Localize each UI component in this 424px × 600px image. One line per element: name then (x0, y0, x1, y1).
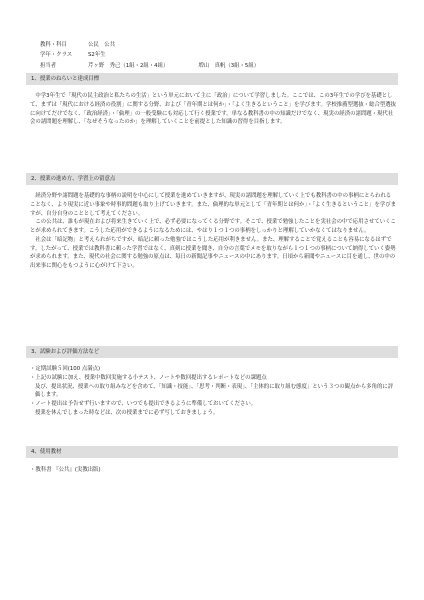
teacher-label: 担当者 (40, 62, 57, 69)
section-2-paragraph-2: この公共は、誰もが現在および将来生きていく上で、必ず必要になってくる分野です。そこで、授業で勉強したことを実社会の中で応用させていくことが求められてきます。こうした応用ができるようになるためには、やはり１つ１つの事柄をしっかりと理解していかなくてはなりません。 (30, 219, 396, 234)
absence-note: 授業を休んでしまった時などは、次の授業までに必ず写しておきましょう。 (35, 409, 219, 416)
course-meta (40, 40, 400, 72)
section-1-body (30, 92, 396, 127)
textbook-item: ・教科書 『公共』(実教出版) (30, 467, 101, 473)
class-label: 学年・クラス (40, 52, 73, 59)
section-1-heading: 1、授業のねらいと達成目標 (26, 73, 398, 85)
class-value: S2年生 (88, 52, 106, 59)
section-2-body (30, 192, 396, 271)
teacher-value-2: 増山 真帆（3組・5組） (198, 62, 260, 69)
exam-item: ・定期試験５回(100 点満点) (30, 366, 101, 372)
subject-value: 公民 公共 (88, 41, 115, 48)
section-3-heading: 3、試験および評価方法など (26, 346, 398, 358)
section-4-heading: 4、使用教材 (26, 446, 398, 458)
evaluation-item: 及び、提出状況、授業への取り組みなどを含めて、「知識・技能」、「思考・判断・表現」、「主体的に取り組む態度」という３つの観点から多角的に評価します。 (35, 383, 394, 399)
subject-row (40, 40, 400, 51)
section-4-body (30, 466, 396, 475)
class-row (40, 51, 400, 62)
section-2-heading: 2、授業の進め方、学習上の留意点 (26, 173, 398, 185)
teacher-value: 芹ヶ野 秀己（1組・2組・4組） (88, 62, 169, 69)
section-2-paragraph-3: 社会は「暗記物」と考えられがちですが、暗記に頼った勉強ではこうした応用が利きません。また、理解することで覚えることも容易になるはずです。したがって、授業では教科書に頼った学習ではなく、真剣に授業を聞き、自分の言葉でメモを取りながら１つ１つの事柄について納得していく姿勢が求められます。また、現代の社会に関する勉強の原点は、毎日の新聞記事やニュースの中にあります。日頃から新聞やニュースに目を通し、世の中の出来事に関心をもつように心がけて下さい。 (30, 236, 396, 269)
section-1-paragraph: 中学3年生で「現代の民主政治と私たちの生活」という単元において主に「政治」について学習しました。ここでは、この3年生での学びを基礎として、まずは「現代における経済の役割」に関する分野、および「青年期とは何か」・「よく生きるということ」を学びます。学校推薦型選抜・総合型選抜に向けてだけでなく、「政治経済」・「倫理」の一般受験にも対応して行く授業です。単なる教科書の中の知識だけでなく、現実の経済の諸問題・現代社会の諸問題を理解し、「なぜそうなったのか」を理解していくことを前提とした知識の習得を目指します。 (30, 93, 397, 126)
notebook-item: ・ノート提出は予告せず行いますので、いつでも提出できるように準備しておいてください。 (30, 401, 257, 407)
section-2-paragraph-1: 経済分野や諸問題を基礎的な事柄の説明を中心にして授業を進めていきますが、現実の諸問題を理解していく上でも教科書の中の事柄にとらわれることなく、より現実に近い事象や時事的問題も取り上げていきます。また、倫理的な単元として「青年期とは何か」・「よく生きるということ」を学びますが、自分自身のこととして考えてください。 (30, 193, 397, 217)
section-3-body (30, 365, 396, 418)
subject-label: 教科・科目 (40, 41, 67, 48)
teacher-row (40, 61, 400, 72)
assignment-item: ・上記の試験に加え、授業中数回実施する小テスト、ノートや数回提出するレポートなどの課題点 (30, 374, 267, 381)
